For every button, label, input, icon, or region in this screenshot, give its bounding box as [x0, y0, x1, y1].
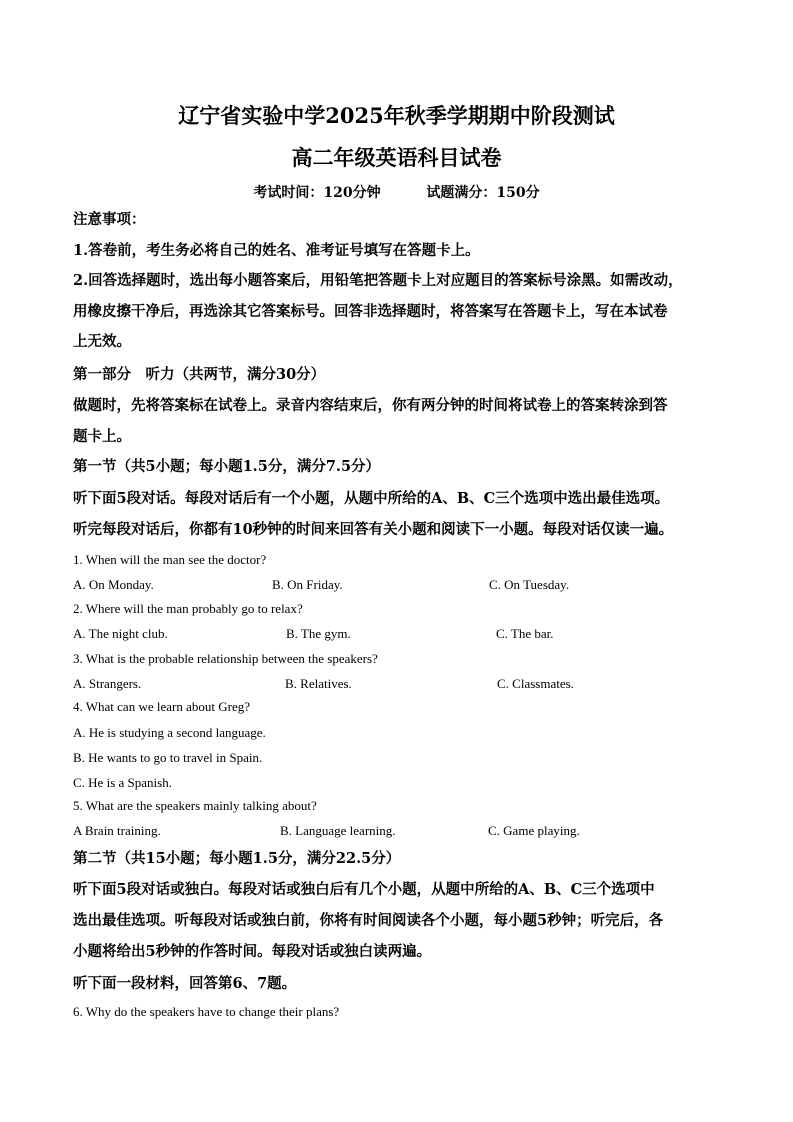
question-option-c: C. He is a Spanish. [73, 775, 172, 790]
question-option-c: C. The bar. [496, 626, 554, 641]
question-option-b: B. Language learning. [280, 823, 396, 838]
exam-meta [0, 182, 793, 202]
part1-heading: 第一部分 听力（共两节，满分30分） [73, 366, 326, 383]
exam-time: 考试时间：120分钟 [253, 185, 381, 201]
question-option-c: C. Game playing. [488, 823, 580, 838]
notice-item-1: 1.答卷前，考生务必将自己的姓名、准考证号填写在答题卡上。 [73, 242, 480, 259]
question-stem: 4. What can we learn about Greg? [73, 699, 250, 714]
notice-heading: 注意事项： [73, 211, 146, 228]
question-option-c: C. On Tuesday. [489, 577, 570, 592]
question-option-a: A. Strangers. [73, 676, 142, 691]
question-option-a: A. The night club. [73, 626, 168, 641]
full-score: 试题满分：150分 [426, 185, 540, 201]
question-option-b: B. He wants to go to travel in Spain. [73, 750, 263, 765]
question-stem: 6. Why do the speakers have to change their plans? [73, 1004, 340, 1019]
part1-intro-line-2: 题卡上。 [73, 428, 131, 445]
section1-intro-line-2: 听完每段对话后，你都有10秒钟的时间来回答有关小题和阅读下一小题。每段对话仅读一遍。 [73, 521, 674, 538]
question-stem: 1. When will the man see the doctor? [73, 552, 267, 567]
question-option-a: A. On Monday. [73, 577, 154, 592]
notice-item-2-line-1: 2.回答选择题时，选出每小题答案后，用铅笔把答题卡上对应题目的答案标号涂黑。如需改动， [73, 272, 683, 289]
exam-subtitle: 高二年级英语科目试卷 [291, 145, 502, 170]
question-stem: 3. What is the probable relationship between the speakers? [73, 651, 378, 666]
question-stem: 2. Where will the man probably go to relax? [73, 601, 303, 616]
section2-intro-line-1: 听下面5段对话或独白。每段对话或独白后有几个小题，从题中所给的A、B、C三个选项中 [73, 881, 655, 898]
question-option-a: A. He is studying a second language. [73, 725, 266, 740]
question-option-c: C. Classmates. [497, 676, 574, 691]
material-heading: 听下面一段材料，回答第6、7题。 [73, 975, 297, 992]
exam-title: 辽宁省实验中学2025年秋季学期期中阶段测试 [178, 103, 615, 128]
question-stem: 5. What are the speakers mainly talking about? [73, 798, 317, 813]
question-option-b: B. Relatives. [285, 676, 352, 691]
section2-heading: 第二节（共15小题；每小题1.5分，满分22.5分） [73, 850, 401, 867]
question-option-b: B. On Friday. [272, 577, 343, 592]
part1-intro-line-1: 做题时，先将答案标在试卷上。录音内容结束后，你有两分钟的时间将试卷上的答案转涂到答 [73, 397, 668, 414]
section2-intro-line-3: 小题将给出5秒钟的作答时间。每段对话或独白读两遍。 [73, 943, 432, 960]
notice-item-2-line-2: 用橡皮擦干净后，再选涂其它答案标号。回答非选择题时，将答案写在答题卡上，写在本试卷 [73, 303, 668, 320]
section1-heading: 第一节（共5小题；每小题1.5分，满分7.5分） [73, 458, 381, 475]
section1-intro-line-1: 听下面5段对话。每段对话后有一个小题，从题中所给的A、B、C三个选项中选出最佳选项。 [73, 490, 670, 507]
question-option-b: B. The gym. [286, 626, 351, 641]
question-option-a: A Brain training. [73, 823, 161, 838]
notice-item-2-line-3: 上无效。 [73, 333, 131, 350]
section2-intro-line-2: 选出最佳选项。听每段对话或独白前，你将有时间阅读各个小题，每小题5秒钟；听完后，各 [73, 912, 664, 929]
